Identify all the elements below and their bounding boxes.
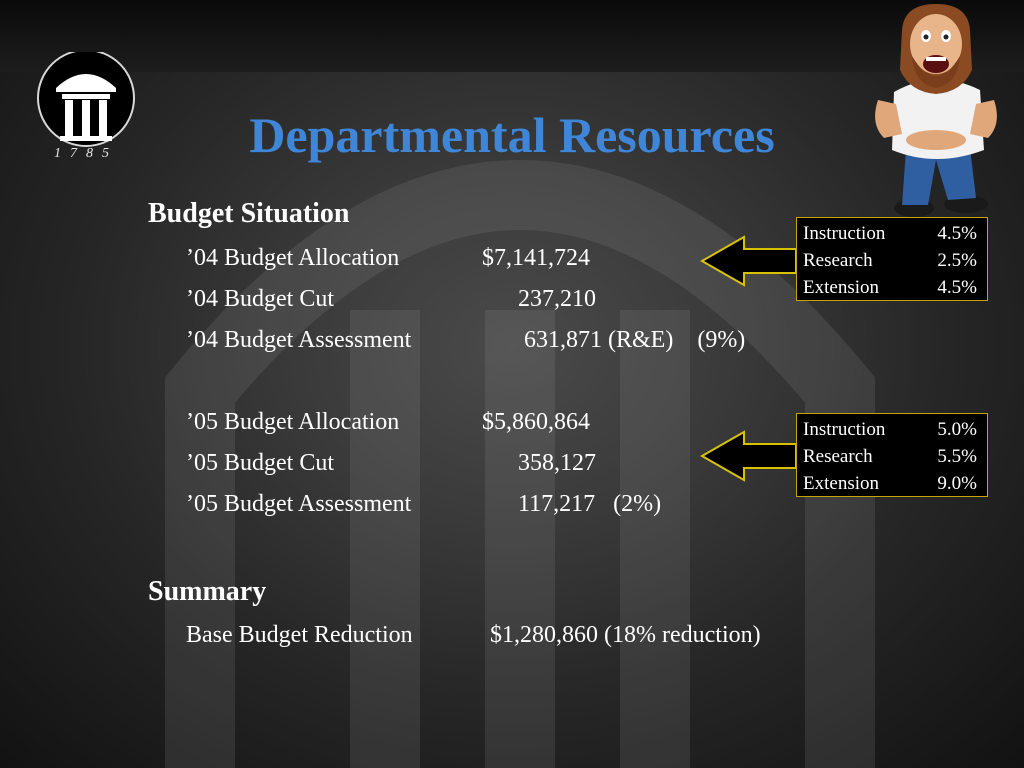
summary-heading: Summary [148, 576, 267, 607]
callout-name: Extension [803, 473, 879, 494]
row-value: $5,860,864 [482, 409, 590, 435]
percent-callout-2005 [796, 413, 988, 497]
budget-situation-heading: Budget Situation [148, 198, 350, 229]
row-label: Base Budget Reduction [186, 622, 413, 648]
row-value: 358,127 [518, 450, 596, 476]
callout-name: Instruction [803, 419, 886, 440]
callout-percent: 9.0% [937, 473, 977, 494]
row-label: ’05 Budget Cut [186, 450, 334, 476]
callout-name: Extension [803, 277, 879, 298]
callout-percent: 2.5% [937, 250, 977, 271]
row-label: ’04 Budget Assessment [186, 327, 412, 353]
callout-line [803, 470, 981, 497]
callout-line [803, 443, 981, 470]
callout-line [803, 274, 981, 301]
row-value: 117,217 (2%) [518, 491, 662, 517]
callout-percent: 4.5% [937, 277, 977, 298]
callout-name: Instruction [803, 223, 886, 244]
slide-title: Departmental Resources [249, 107, 775, 163]
row-value: $1,280,860 (18% reduction) [490, 622, 761, 648]
callout-line [803, 220, 981, 247]
row-label: ’04 Budget Allocation [186, 245, 400, 271]
callout-line [803, 416, 981, 443]
row-value: 237,210 [518, 286, 596, 312]
callout-percent: 5.0% [937, 419, 977, 440]
summary-row [186, 622, 761, 703]
callout-name: Research [803, 446, 873, 467]
logo-year: 1785 [54, 146, 118, 161]
row-05-assessment [186, 491, 662, 572]
row-value: $7,141,724 [482, 245, 590, 271]
callout-percent: 5.5% [937, 446, 977, 467]
row-04-assessment [186, 327, 746, 408]
callout-line [803, 247, 981, 274]
row-label: ’05 Budget Assessment [186, 491, 412, 517]
row-value: 631,871 (R&E) (9%) [524, 327, 746, 353]
percent-callout-2004 [796, 217, 988, 301]
row-label: ’05 Budget Allocation [186, 409, 400, 435]
arrow-left-icon [700, 421, 798, 491]
laughing-man-mascot-icon [866, 0, 1006, 222]
callout-name: Research [803, 250, 873, 271]
arrow-left-icon [700, 226, 798, 296]
callout-percent: 4.5% [937, 223, 977, 244]
row-label: ’04 Budget Cut [186, 286, 334, 312]
